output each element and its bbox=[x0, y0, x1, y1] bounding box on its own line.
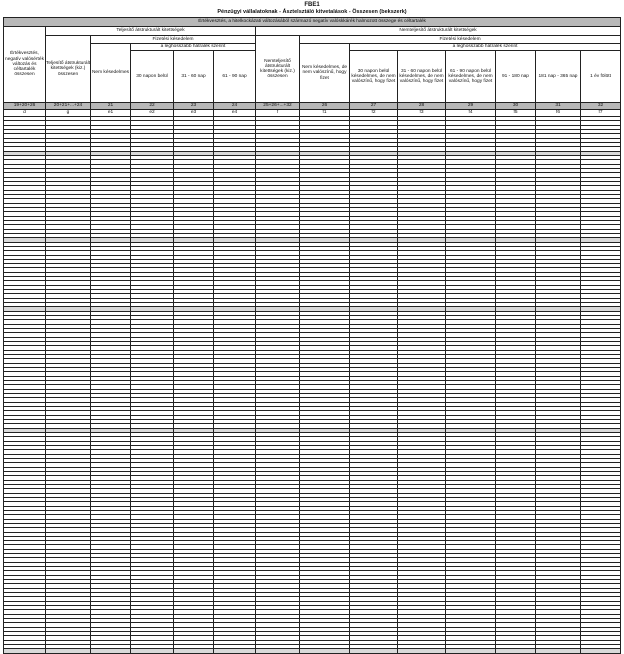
header-within-30: 30 napon belül bbox=[131, 51, 174, 103]
formula-cell: 27 bbox=[350, 103, 398, 110]
report-table bbox=[3, 17, 621, 654]
column-code-cell: e1 bbox=[91, 110, 131, 117]
formula-cell: 20+21+...+24 bbox=[46, 103, 91, 110]
column-code-cell: f6 bbox=[536, 110, 581, 117]
header-payment-delay-2: Fizetési késedelem bbox=[300, 36, 621, 44]
header-longest-delay-2: a leghosszabb hátralék szerint bbox=[350, 44, 621, 51]
column-code-cell: f7 bbox=[581, 110, 621, 117]
header-over-1y: 1 év fölött bbox=[581, 51, 621, 103]
header-61-90-unlikely: 61 - 90 napon belül késedelmes, de nem valószínű, hogy fizet bbox=[446, 51, 496, 103]
formula-row bbox=[4, 103, 621, 110]
table-cell[interactable] bbox=[398, 649, 446, 653]
form-subtitle: Pénzügyi vállalatoknak - Ásztelsztáló kitvetalások - Összesen (bekszerk) bbox=[217, 9, 407, 15]
column-code-cell: f4 bbox=[446, 110, 496, 117]
header-181-365: 181 nap - 365 nap bbox=[536, 51, 581, 103]
column-code-cell: f bbox=[256, 110, 300, 117]
formula-cell: 28 bbox=[398, 103, 446, 110]
header-col-a: Értékvesztés, negatív valósérték változás és céltartalék összesen bbox=[4, 27, 46, 103]
table-header bbox=[4, 18, 621, 117]
header-not-delayed-2: Nem késedelmes, de nem valószínű, hogy fizet bbox=[300, 44, 350, 103]
header-61-90: 61 - 90 nap bbox=[214, 51, 256, 103]
column-code-cell: f2 bbox=[350, 110, 398, 117]
formula-cell: 21 bbox=[91, 103, 131, 110]
header-performing: Teljesítő átstrukturált kitettségek bbox=[46, 27, 256, 36]
header-main: Értékvesztés, a hitelkockázati változásából származó negatív valóskkárék halmozott összege és céltartalék bbox=[4, 18, 621, 27]
header-not-delayed-1: Nem késedelmes bbox=[91, 44, 131, 103]
formula-cell: 31 bbox=[536, 103, 581, 110]
formula-cell: 22 bbox=[131, 103, 174, 110]
column-code-cell: e2 bbox=[131, 110, 174, 117]
table-body bbox=[4, 117, 621, 654]
table-cell[interactable] bbox=[131, 649, 174, 653]
table-cell[interactable] bbox=[46, 649, 91, 653]
table-cell[interactable] bbox=[4, 649, 46, 653]
form-title: FBE1 bbox=[304, 2, 320, 8]
header-payment-delay-1: Fizetési késedelem bbox=[91, 36, 256, 44]
table-cell[interactable] bbox=[446, 649, 496, 653]
table-cell[interactable] bbox=[536, 649, 581, 653]
header-31-60: 31 - 60 nap bbox=[174, 51, 214, 103]
header-31-60-unlikely: 31 - 60 napon belül késedelmes, de nem valószínű, hogy fizet bbox=[398, 51, 446, 103]
header-col-c: Nemteljesítő átstrukturált kitettségek (kiz.) összesen bbox=[256, 36, 300, 103]
letter-row bbox=[4, 110, 621, 117]
column-code-cell: d bbox=[4, 110, 46, 117]
table-row bbox=[4, 649, 621, 653]
header-longest-delay-1: a leghosszabb hátralék szerint bbox=[131, 44, 256, 51]
formula-cell: 24 bbox=[214, 103, 256, 110]
header-within-30-unlikely: 30 napon belül késedelmes, de nem valószínű, hogy fizet bbox=[350, 51, 398, 103]
formula-cell: 26 bbox=[300, 103, 350, 110]
column-code-cell: f3 bbox=[398, 110, 446, 117]
table-cell[interactable] bbox=[300, 649, 350, 653]
table-cell[interactable] bbox=[214, 649, 256, 653]
header-col-b: Teljesítő átstrukturált kitettségek (kiz.) összesen bbox=[46, 36, 91, 103]
table-cell[interactable] bbox=[91, 649, 131, 653]
formula-cell: 30 bbox=[496, 103, 536, 110]
column-code-cell: f5 bbox=[496, 110, 536, 117]
column-code-cell: g bbox=[46, 110, 91, 117]
table-cell[interactable] bbox=[174, 649, 214, 653]
column-code-cell: e3 bbox=[174, 110, 214, 117]
table-cell[interactable] bbox=[496, 649, 536, 653]
column-code-cell: f1 bbox=[300, 110, 350, 117]
table-cell[interactable] bbox=[350, 649, 398, 653]
formula-cell: 23 bbox=[174, 103, 214, 110]
formula-cell: 25+26+...+32 bbox=[256, 103, 300, 110]
table-cell[interactable] bbox=[581, 649, 621, 653]
formula-cell: 19+20+26 bbox=[4, 103, 46, 110]
header-nonperforming: Nemteljesítő átstrukturált kitettségek bbox=[256, 27, 621, 36]
table-cell[interactable] bbox=[256, 649, 300, 653]
formula-cell: 32 bbox=[581, 103, 621, 110]
column-code-cell: e4 bbox=[214, 110, 256, 117]
header-61-180: 91 - 180 nap bbox=[496, 51, 536, 103]
formula-cell: 29 bbox=[446, 103, 496, 110]
